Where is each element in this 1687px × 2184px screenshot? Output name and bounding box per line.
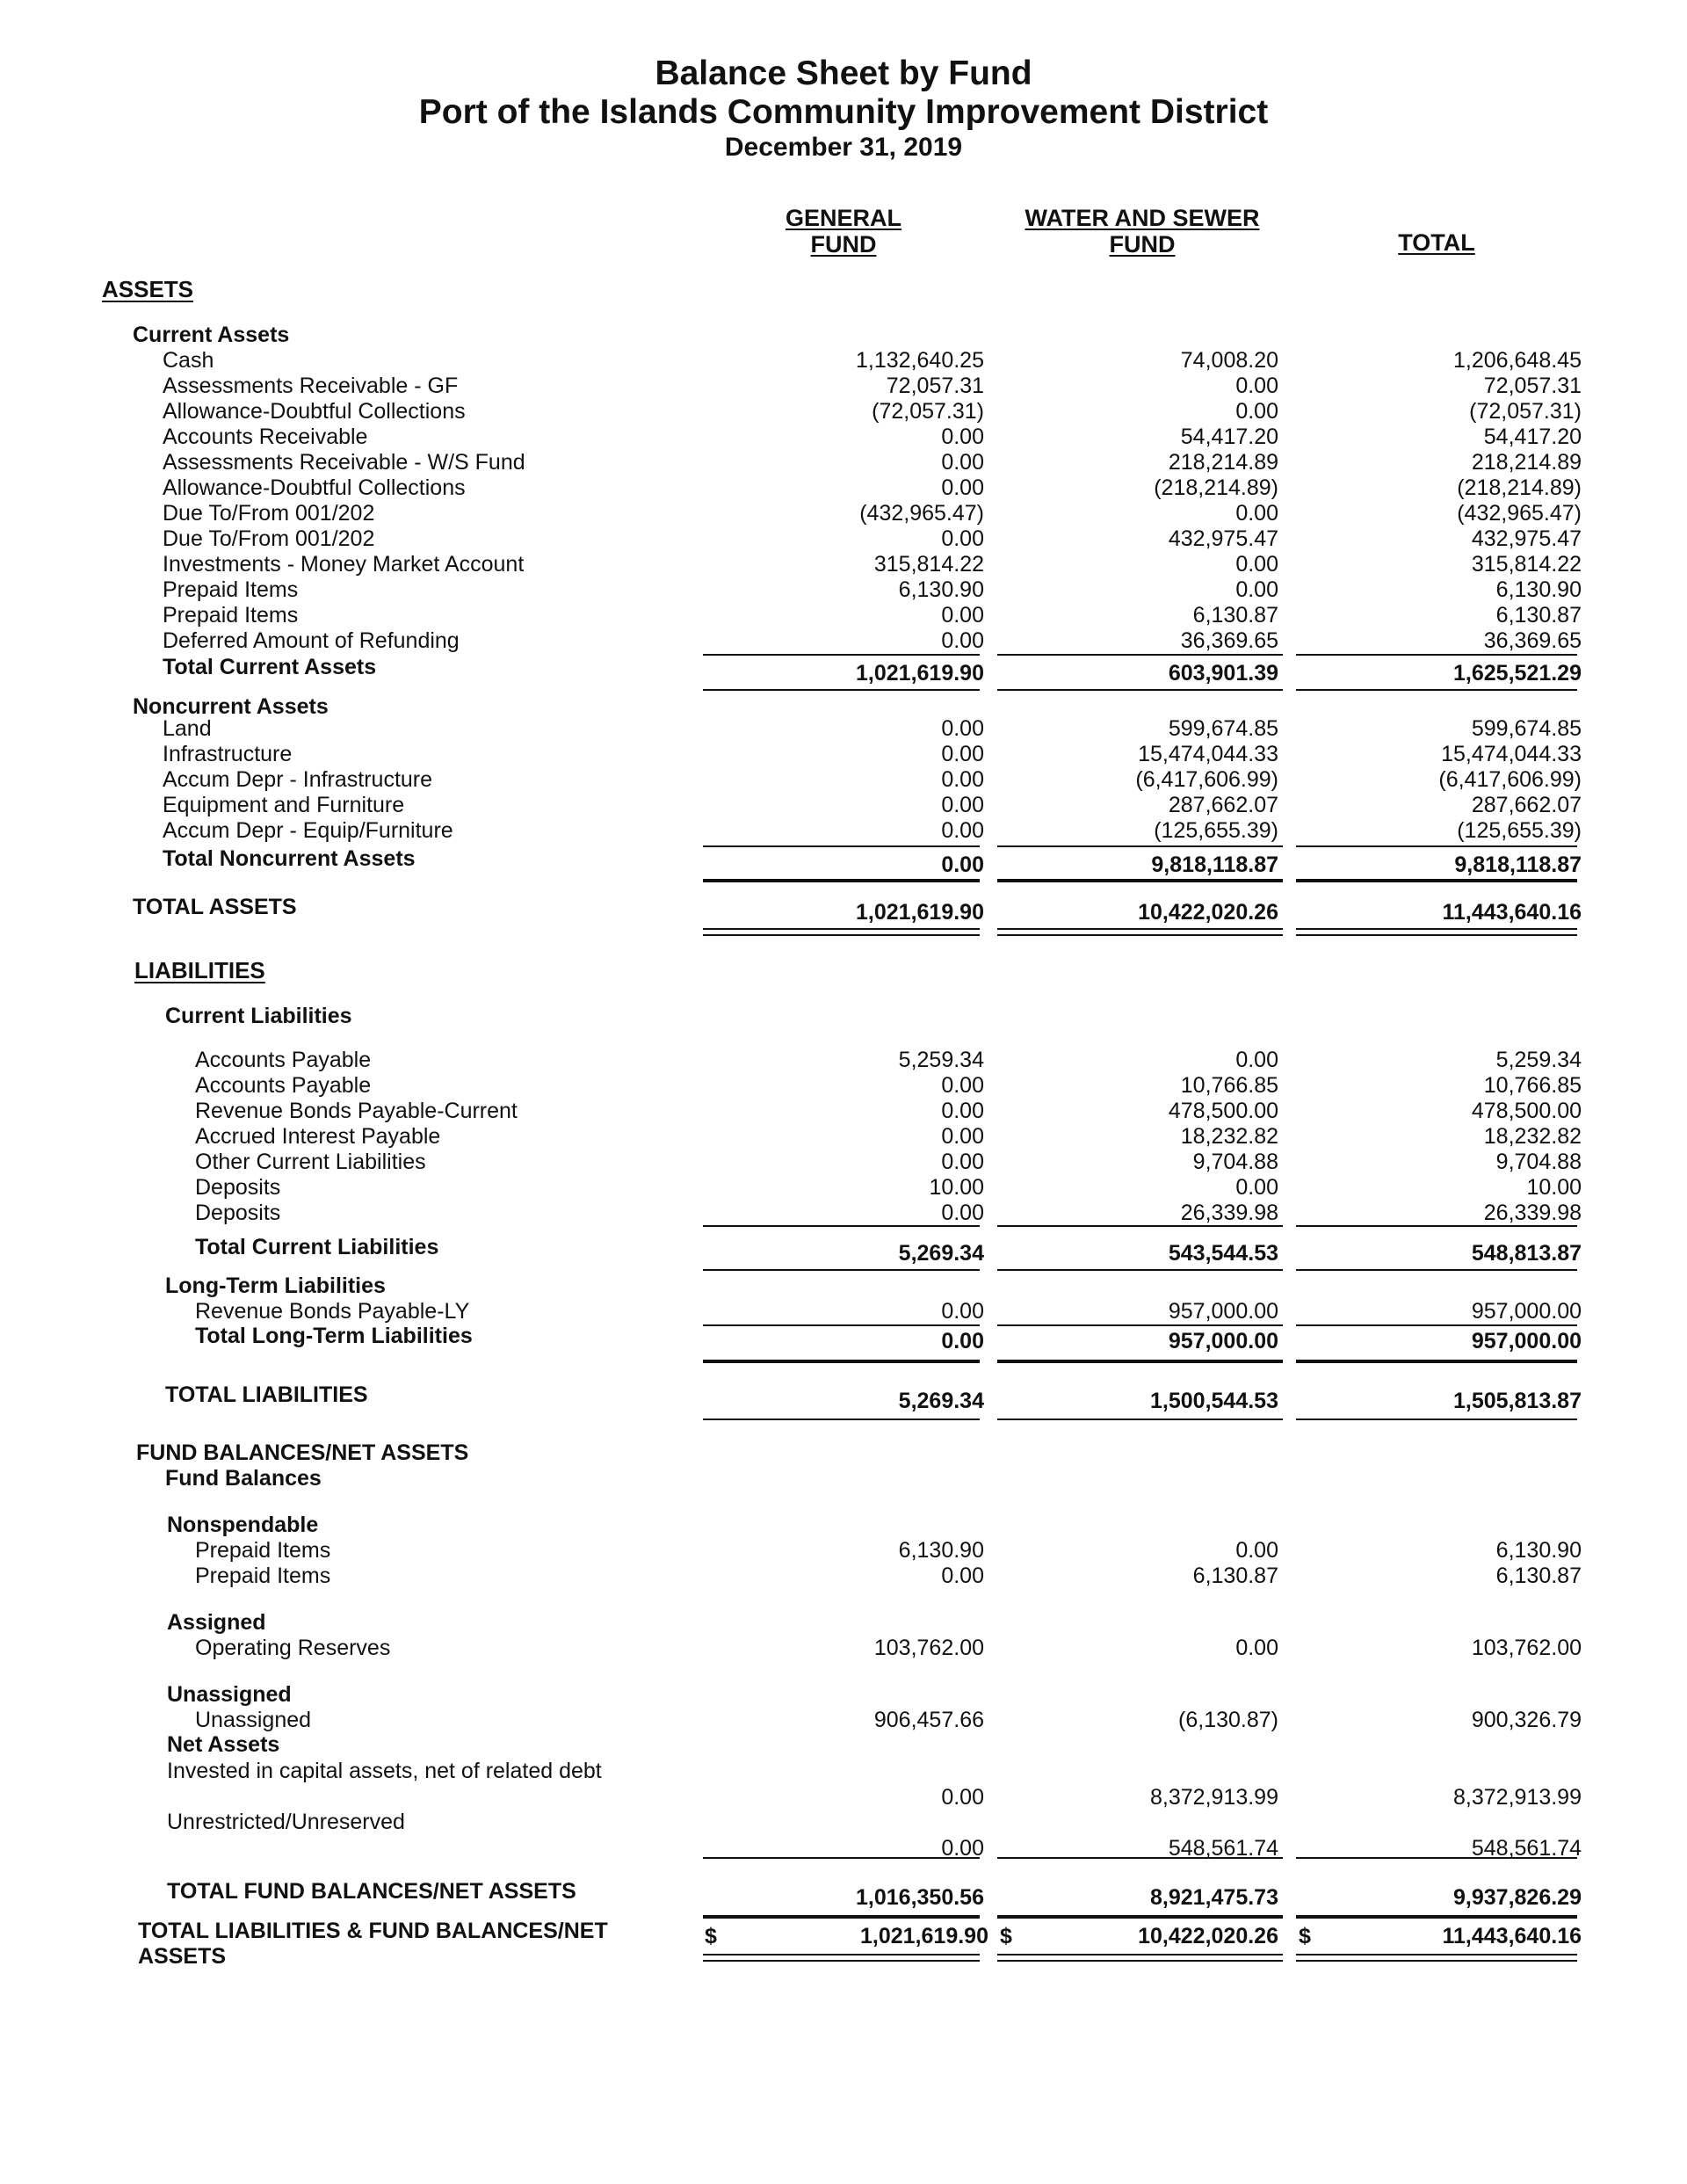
row-label: Deposits — [195, 1175, 281, 1200]
row-value-general: 0.00 — [941, 628, 984, 653]
column-header-water-1: WATER AND SEWER — [1025, 205, 1260, 231]
row-value-water: 0.00 — [1235, 1048, 1278, 1072]
row-value-general: 0.00 — [941, 1836, 984, 1861]
rule — [703, 1360, 980, 1363]
row-value-total: 72,057.31 — [1483, 374, 1582, 398]
rule — [1296, 1269, 1577, 1271]
row-value-total: 36,369.65 — [1483, 628, 1582, 653]
total-liabilities-fund-balances-total: 11,443,640.16 — [1442, 1924, 1582, 1948]
row-label: Deposits — [195, 1201, 281, 1225]
row-value-water: 6,130.87 — [1192, 603, 1278, 628]
row-value-total: (218,214.89) — [1457, 475, 1582, 500]
row-value-water: (6,417,606.99) — [1135, 767, 1278, 792]
row-value-total: 1,206,648.45 — [1453, 348, 1582, 373]
rule — [997, 1960, 1283, 1962]
row-value-water: 432,975.47 — [1168, 526, 1278, 551]
row-label: Accrued Interest Payable — [195, 1124, 441, 1149]
total-liabilities-general: 5,269.34 — [898, 1389, 984, 1413]
row-value-total: 6,130.87 — [1495, 603, 1582, 628]
column-header-total: TOTAL — [1398, 229, 1475, 256]
row-value-total: 315,814.22 — [1471, 552, 1582, 577]
total-fund-balances-total: 9,937,826.29 — [1453, 1885, 1582, 1910]
row-label: Due To/From 001/202 — [163, 526, 375, 551]
currency-symbol: $ — [705, 1924, 717, 1948]
row-value-general: 0.00 — [941, 767, 984, 792]
rule — [1296, 1857, 1577, 1859]
row-label: Prepaid Items — [163, 603, 299, 628]
total-liabilities-water: 1,500,544.53 — [1150, 1389, 1278, 1413]
row-value-general: 0.00 — [941, 424, 984, 449]
row-value-general: 0.00 — [941, 818, 984, 843]
row-value-water: 6,130.87 — [1192, 1564, 1278, 1588]
rule — [1296, 879, 1577, 882]
row-label: Due To/From 001/202 — [163, 501, 375, 526]
total-liabilities-fund-balances-water: 10,422,020.26 — [1138, 1924, 1278, 1948]
rule — [703, 654, 980, 656]
rule — [997, 1269, 1283, 1271]
row-value-water: 957,000.00 — [1168, 1299, 1278, 1324]
report-date: December 31, 2019 — [724, 133, 963, 162]
column-header-water-2: FUND — [1109, 231, 1176, 258]
rule — [997, 1225, 1283, 1227]
row-value-total: 18,232.82 — [1483, 1124, 1582, 1149]
row-value-total: 218,214.89 — [1471, 450, 1582, 475]
row-value-total: 26,339.98 — [1483, 1201, 1582, 1225]
row-value-general: 0.00 — [941, 742, 984, 766]
total-longterm-liabilities-general: 0.00 — [941, 1329, 984, 1353]
rule — [1296, 1960, 1577, 1962]
section-nonspendable: Nonspendable — [167, 1513, 319, 1537]
row-value-general: 6,130.90 — [898, 1538, 984, 1563]
row-value-general: 0.00 — [941, 1785, 984, 1810]
row-value-total: 287,662.07 — [1471, 793, 1582, 817]
row-label: Unassigned — [195, 1708, 312, 1732]
row-value-general: 315,814.22 — [873, 552, 984, 577]
row-value-water: 54,417.20 — [1180, 424, 1278, 449]
rule — [997, 1419, 1283, 1420]
total-current-liabilities-label: Total Current Liabilities — [195, 1235, 439, 1259]
row-value-total: 432,975.47 — [1471, 526, 1582, 551]
total-liabilities-fund-balances-label-2: ASSETS — [138, 1944, 227, 1969]
row-value-total: 9,704.88 — [1495, 1150, 1582, 1174]
total-noncurrent-assets-total: 9,818,118.87 — [1454, 853, 1582, 877]
column-header-general-2: FUND — [810, 231, 877, 258]
row-label: Assessments Receivable - W/S Fund — [163, 450, 525, 475]
rule — [1296, 928, 1577, 930]
total-current-liabilities-water: 543,544.53 — [1168, 1241, 1278, 1266]
row-label: Investments - Money Market Account — [163, 552, 525, 577]
row-value-general: 5,259.34 — [898, 1048, 984, 1072]
total-liabilities-total: 1,505,813.87 — [1453, 1389, 1582, 1413]
currency-symbol: $ — [1000, 1924, 1012, 1948]
row-label: Accum Depr - Equip/Furniture — [163, 818, 453, 843]
row-label: Equipment and Furniture — [163, 793, 405, 817]
rule — [997, 1360, 1283, 1363]
rule — [1296, 1225, 1577, 1227]
row-label: Land — [163, 716, 212, 741]
row-value-water: 10,766.85 — [1180, 1073, 1278, 1098]
row-value-water: 74,008.20 — [1180, 348, 1278, 373]
currency-symbol: $ — [1299, 1924, 1311, 1948]
rule — [997, 1857, 1283, 1859]
total-current-assets-label: Total Current Assets — [163, 655, 377, 679]
total-noncurrent-assets-general: 0.00 — [941, 853, 984, 877]
row-label: Infrastructure — [163, 742, 293, 766]
row-value-general: 1,132,640.25 — [856, 348, 984, 373]
row-value-water: 287,662.07 — [1168, 793, 1278, 817]
rule — [997, 1324, 1283, 1326]
row-label: Prepaid Items — [163, 577, 299, 602]
row-value-total: (125,655.39) — [1457, 818, 1582, 843]
row-value-total: 599,674.85 — [1471, 716, 1582, 741]
row-label: Accounts Receivable — [163, 424, 368, 449]
row-value-water: 548,561.74 — [1168, 1836, 1278, 1861]
rule — [703, 1269, 980, 1271]
row-value-general: 0.00 — [941, 1299, 984, 1324]
row-value-general: 0.00 — [941, 450, 984, 475]
row-value-general: 0.00 — [941, 1099, 984, 1123]
rule — [997, 1915, 1283, 1919]
total-fund-balances-label: TOTAL FUND BALANCES/NET ASSETS — [167, 1879, 576, 1904]
rule — [703, 934, 980, 936]
column-header-general-1: GENERAL — [785, 205, 901, 231]
rule — [1296, 845, 1577, 847]
section-assigned: Assigned — [167, 1610, 266, 1635]
row-value-water: 0.00 — [1235, 552, 1278, 577]
total-assets-water: 10,422,020.26 — [1138, 900, 1278, 925]
row-value-total: 900,326.79 — [1471, 1708, 1582, 1732]
row-value-general: (432,965.47) — [859, 501, 984, 526]
rule — [997, 879, 1283, 882]
row-label: Unrestricted/Unreserved — [167, 1810, 405, 1834]
rule — [1296, 1324, 1577, 1326]
row-value-general: 103,762.00 — [873, 1636, 984, 1660]
row-value-water: (125,655.39) — [1154, 818, 1278, 843]
row-value-total: 10,766.85 — [1483, 1073, 1582, 1098]
row-value-water: 18,232.82 — [1180, 1124, 1278, 1149]
row-value-total: 6,130.87 — [1495, 1564, 1582, 1588]
row-label: Accounts Payable — [195, 1048, 372, 1072]
total-longterm-liabilities-total: 957,000.00 — [1471, 1329, 1582, 1353]
section-assets: ASSETS — [102, 276, 194, 302]
section-net-assets: Net Assets — [167, 1732, 280, 1757]
row-value-water: 0.00 — [1235, 501, 1278, 526]
total-current-assets-water: 603,901.39 — [1168, 661, 1278, 686]
total-current-assets-total: 1,625,521.29 — [1453, 661, 1582, 686]
rule — [997, 654, 1283, 656]
row-value-water: 0.00 — [1235, 1175, 1278, 1200]
row-value-total: 548,561.74 — [1471, 1836, 1582, 1861]
row-value-general: 0.00 — [941, 1201, 984, 1225]
total-current-liabilities-general: 5,269.34 — [898, 1241, 984, 1266]
row-value-general: 0.00 — [941, 716, 984, 741]
row-value-general: 0.00 — [941, 603, 984, 628]
row-value-general: 6,130.90 — [898, 577, 984, 602]
row-label: Accounts Payable — [195, 1073, 372, 1098]
row-label: Revenue Bonds Payable-Current — [195, 1099, 518, 1123]
rule — [1296, 654, 1577, 656]
total-longterm-liabilities-label: Total Long-Term Liabilities — [195, 1324, 473, 1348]
rule — [703, 845, 980, 847]
total-current-assets-general: 1,021,619.90 — [856, 661, 984, 686]
section-longterm-liabilities: Long-Term Liabilities — [165, 1273, 386, 1298]
row-value-total: (72,057.31) — [1469, 399, 1582, 424]
row-value-water: 218,214.89 — [1168, 450, 1278, 475]
rule — [703, 928, 980, 930]
row-value-total: 478,500.00 — [1471, 1099, 1582, 1123]
rule — [1296, 689, 1577, 691]
row-value-water: 599,674.85 — [1168, 716, 1278, 741]
row-value-water: 0.00 — [1235, 399, 1278, 424]
row-label: Accum Depr - Infrastructure — [163, 767, 433, 792]
row-label: Allowance-Doubtful Collections — [163, 399, 466, 424]
section-fund-balances-net-assets: FUND BALANCES/NET ASSETS — [136, 1440, 469, 1465]
total-liabilities-fund-balances-general: 1,021,619.90 — [860, 1924, 988, 1948]
row-value-water: (218,214.89) — [1154, 475, 1278, 500]
row-value-general: 0.00 — [941, 1564, 984, 1588]
rule — [703, 879, 980, 882]
section-liabilities: LIABILITIES — [134, 957, 265, 983]
rule — [1296, 1915, 1577, 1919]
row-value-water: 478,500.00 — [1168, 1099, 1278, 1123]
row-label: Allowance-Doubtful Collections — [163, 475, 466, 500]
row-value-water: 36,369.65 — [1180, 628, 1278, 653]
section-fund-balances: Fund Balances — [165, 1466, 322, 1491]
row-label: Prepaid Items — [195, 1564, 331, 1588]
rule — [997, 934, 1283, 936]
row-value-total: 103,762.00 — [1471, 1636, 1582, 1660]
row-value-water: 0.00 — [1235, 1538, 1278, 1563]
rule — [703, 1324, 980, 1326]
rule — [997, 845, 1283, 847]
row-label: Other Current Liabilities — [195, 1150, 426, 1174]
row-value-total: 8,372,913.99 — [1453, 1785, 1582, 1810]
row-value-general: 0.00 — [941, 1124, 984, 1149]
rule — [703, 1225, 980, 1227]
row-value-total: 6,130.90 — [1495, 1538, 1582, 1563]
row-value-general: 0.00 — [941, 526, 984, 551]
rule — [703, 1915, 980, 1919]
rule — [703, 1960, 980, 1962]
rule — [997, 689, 1283, 691]
total-liabilities-label: TOTAL LIABILITIES — [165, 1382, 368, 1407]
row-value-water: 15,474,044.33 — [1138, 742, 1278, 766]
rule — [997, 1954, 1283, 1955]
row-label: Revenue Bonds Payable-LY — [195, 1299, 470, 1324]
row-label: Deferred Amount of Refunding — [163, 628, 460, 653]
total-assets-total: 11,443,640.16 — [1442, 900, 1582, 925]
row-label: Invested in capital assets, net of related debt — [167, 1759, 602, 1783]
row-value-general: 10.00 — [929, 1175, 984, 1200]
row-value-water: 0.00 — [1235, 577, 1278, 602]
row-value-general: (72,057.31) — [872, 399, 984, 424]
row-value-total: (6,417,606.99) — [1438, 767, 1582, 792]
row-value-total: 10.00 — [1526, 1175, 1582, 1200]
total-liabilities-fund-balances-label-1: TOTAL LIABILITIES & FUND BALANCES/NET — [138, 1919, 608, 1943]
rule — [703, 1857, 980, 1859]
row-value-total: 54,417.20 — [1483, 424, 1582, 449]
row-value-water: 0.00 — [1235, 374, 1278, 398]
report-title: Balance Sheet by Fund — [655, 54, 1032, 92]
row-value-total: 5,259.34 — [1495, 1048, 1582, 1072]
rule — [703, 689, 980, 691]
row-value-general: 906,457.66 — [873, 1708, 984, 1732]
total-noncurrent-assets-water: 9,818,118.87 — [1151, 853, 1278, 877]
row-label: Cash — [163, 348, 214, 373]
rule — [703, 1954, 980, 1955]
total-current-liabilities-total: 548,813.87 — [1471, 1241, 1582, 1266]
row-value-total: 15,474,044.33 — [1441, 742, 1582, 766]
total-fund-balances-general: 1,016,350.56 — [856, 1885, 984, 1910]
row-value-general: 0.00 — [941, 475, 984, 500]
rule — [997, 928, 1283, 930]
row-label: Assessments Receivable - GF — [163, 374, 459, 398]
row-value-total: (432,965.47) — [1457, 501, 1582, 526]
total-fund-balances-water: 8,921,475.73 — [1150, 1885, 1278, 1910]
row-label: Prepaid Items — [195, 1538, 331, 1563]
rule — [1296, 1360, 1577, 1363]
total-assets-label: TOTAL ASSETS — [133, 895, 297, 919]
total-assets-general: 1,021,619.90 — [856, 900, 984, 925]
rule — [1296, 1954, 1577, 1955]
row-value-general: 72,057.31 — [886, 374, 984, 398]
row-value-total: 957,000.00 — [1471, 1299, 1582, 1324]
total-noncurrent-assets-label: Total Noncurrent Assets — [163, 846, 416, 871]
row-value-water: (6,130.87) — [1178, 1708, 1278, 1732]
total-longterm-liabilities-water: 957,000.00 — [1168, 1329, 1278, 1353]
rule — [1296, 1419, 1577, 1420]
section-current-assets: Current Assets — [133, 323, 290, 347]
row-value-general: 0.00 — [941, 1150, 984, 1174]
row-value-water: 8,372,913.99 — [1150, 1785, 1278, 1810]
section-unassigned: Unassigned — [167, 1682, 292, 1707]
row-value-water: 0.00 — [1235, 1636, 1278, 1660]
row-value-total: 6,130.90 — [1495, 577, 1582, 602]
rule — [1296, 934, 1577, 936]
row-value-general: 0.00 — [941, 1073, 984, 1098]
section-current-liabilities: Current Liabilities — [165, 1004, 352, 1028]
row-value-water: 9,704.88 — [1192, 1150, 1278, 1174]
entity-name: Port of the Islands Community Improvement District — [418, 93, 1269, 131]
section-noncurrent-assets: Noncurrent Assets — [133, 694, 329, 719]
row-value-general: 0.00 — [941, 793, 984, 817]
row-label: Operating Reserves — [195, 1636, 391, 1660]
rule — [703, 1419, 980, 1420]
row-value-water: 26,339.98 — [1180, 1201, 1278, 1225]
